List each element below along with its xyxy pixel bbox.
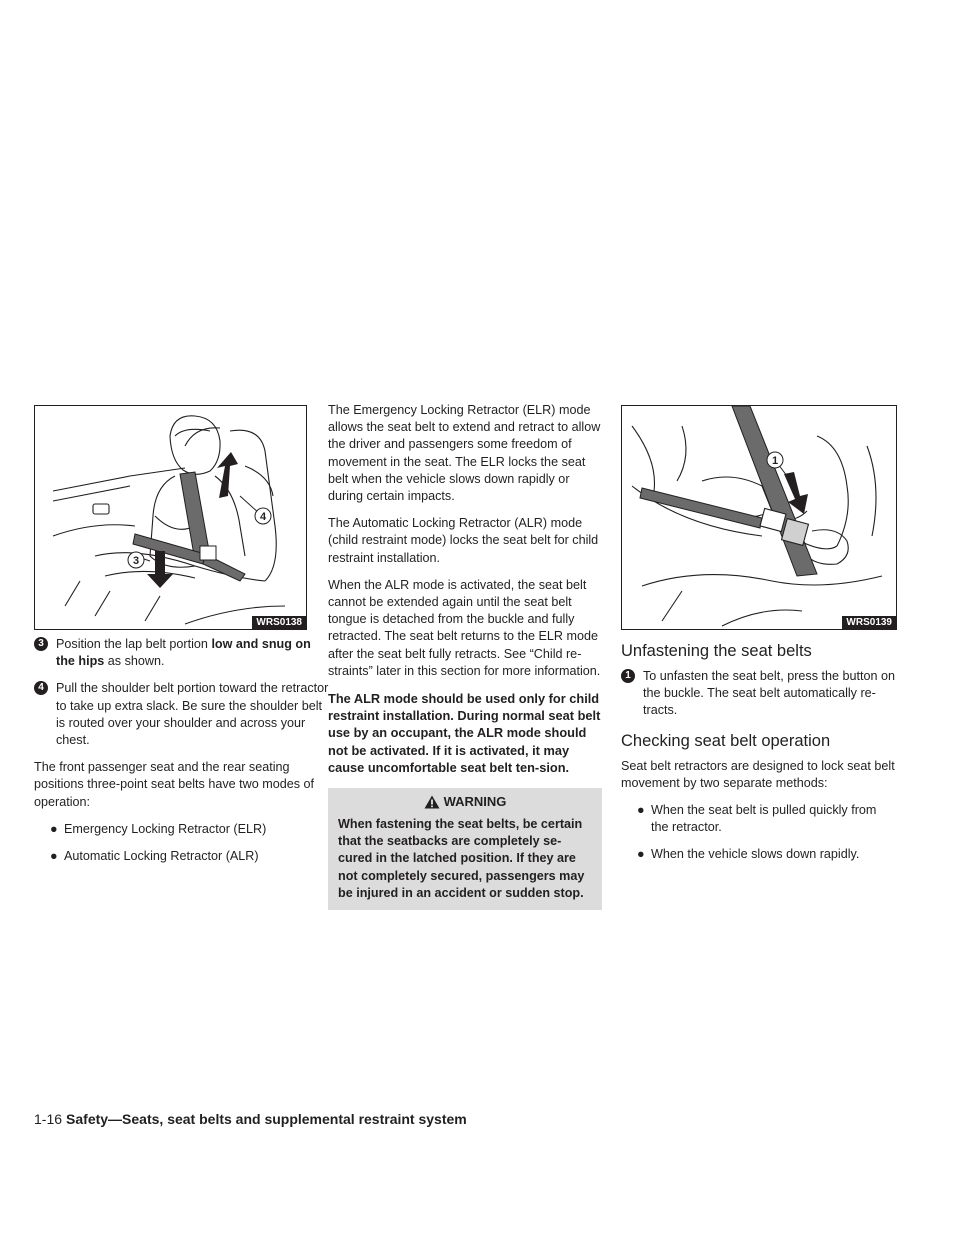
bullet-icon: ● [637,803,645,818]
warning-title: WARNING [443,794,507,810]
page-number: 1-16 [34,1111,63,1127]
step-3-bold-text: low and snug on the hips [56,637,311,669]
step-3-text-start: Position the lap belt portion [56,637,212,651]
bullet-icon: ● [50,821,58,836]
callout-1: 1 [771,455,779,467]
step-3-text-end: as shown. [104,654,165,669]
alr-paragraph: The Automatic Locking Retractor (ALR) mode (child restraint mode) locks the seat belt for child restraint installation. [328,516,599,565]
page-footer [34,1110,467,1128]
bullet-icon: ● [637,847,645,862]
column-middle [328,402,602,910]
warning-triangle-icon [424,795,440,809]
seatbelt-unfastening-illustration [622,406,896,629]
step-number-badge: 4 [34,681,48,695]
list-item [621,846,897,863]
section-title: Safety—Seats, seat belts and supplemental restraint system [66,1111,467,1127]
callout-4: 4 [259,511,267,523]
step-4 [34,680,329,749]
figure-id-label: WRS0139 [842,616,896,629]
figure-id-label: WRS0138 [252,616,306,629]
step-number-badge: 1 [621,669,635,683]
list-item [34,821,329,838]
list-item-text: Emergency Locking Retractor (ELR) [64,821,267,836]
alr-usage-note: The ALR mode should be used only for child restraint installation. During normal seat belt use by an occupant, the ALR mode should not be activated. If it is activated, it may cause uncomfortable seat belt ten-sion. [328,691,601,775]
callout-3: 3 [132,555,140,567]
alr-activation-paragraph: When the ALR mode is activated, the seat belt cannot be extended again until the seat belt tongue is detached from the buckle and fully retracted. The seat belt returns to the ELR mode after the seat belt fully retracts. See “Child re-straints” later in this section for more information. [328,577,601,678]
list-item [34,848,329,865]
list-item [621,802,897,836]
step-1 [621,668,897,720]
lock-methods-list [621,802,897,864]
column-right [621,405,897,874]
unfastening-heading: Unfastening the seat belts [621,642,812,660]
step-number-badge: 3 [34,637,48,651]
warning-box [328,788,602,910]
warning-heading [338,792,592,812]
checking-intro: Seat belt retractors are designed to lock seat belt movement by two separate methods: [621,758,895,790]
step-1-text: To unfasten the seat belt, press the button on the buckle. The seat belt automatically re-tracts. [643,669,896,718]
step-4-text: Pull the shoulder belt portion toward the retractor to take up extra slack. Be sure the shoulder belt is routed over your shoulder and across your chest. [56,681,329,748]
step-3 [34,636,329,670]
warning-text: When fastening the seat belts, be certain that the seatbacks are completely se-cured in the latched position. If they are not completely secured, passengers may be injured in an accident or sudden stop. [338,817,585,900]
seatbelt-fastening-illustration [35,406,306,629]
figure-seatbelt-fastening [34,405,307,630]
column-left [34,405,329,875]
list-item-text: Automatic Locking Retractor (ALR) [64,849,259,864]
list-item-text: When the seat belt is pulled quickly from the retractor. [651,803,877,835]
checking-operation-heading: Checking seat belt operation [621,731,831,750]
bullet-icon: ● [50,849,58,864]
figure-seatbelt-unfastening [621,405,897,630]
modes-list [34,821,329,865]
list-item-text: When the vehicle slows down rapidly. [651,847,860,862]
elr-paragraph: The Emergency Locking Retractor (ELR) mode allows the seat belt to extend and retract to allow the driver and passengers some freedom of movement in the seat. The ELR locks the seat belt when the vehicle slows down rapidly or during certain impacts. [328,403,601,504]
modes-intro: The front passenger seat and the rear seating positions three-point seat belts have two modes of operation: [34,760,315,809]
